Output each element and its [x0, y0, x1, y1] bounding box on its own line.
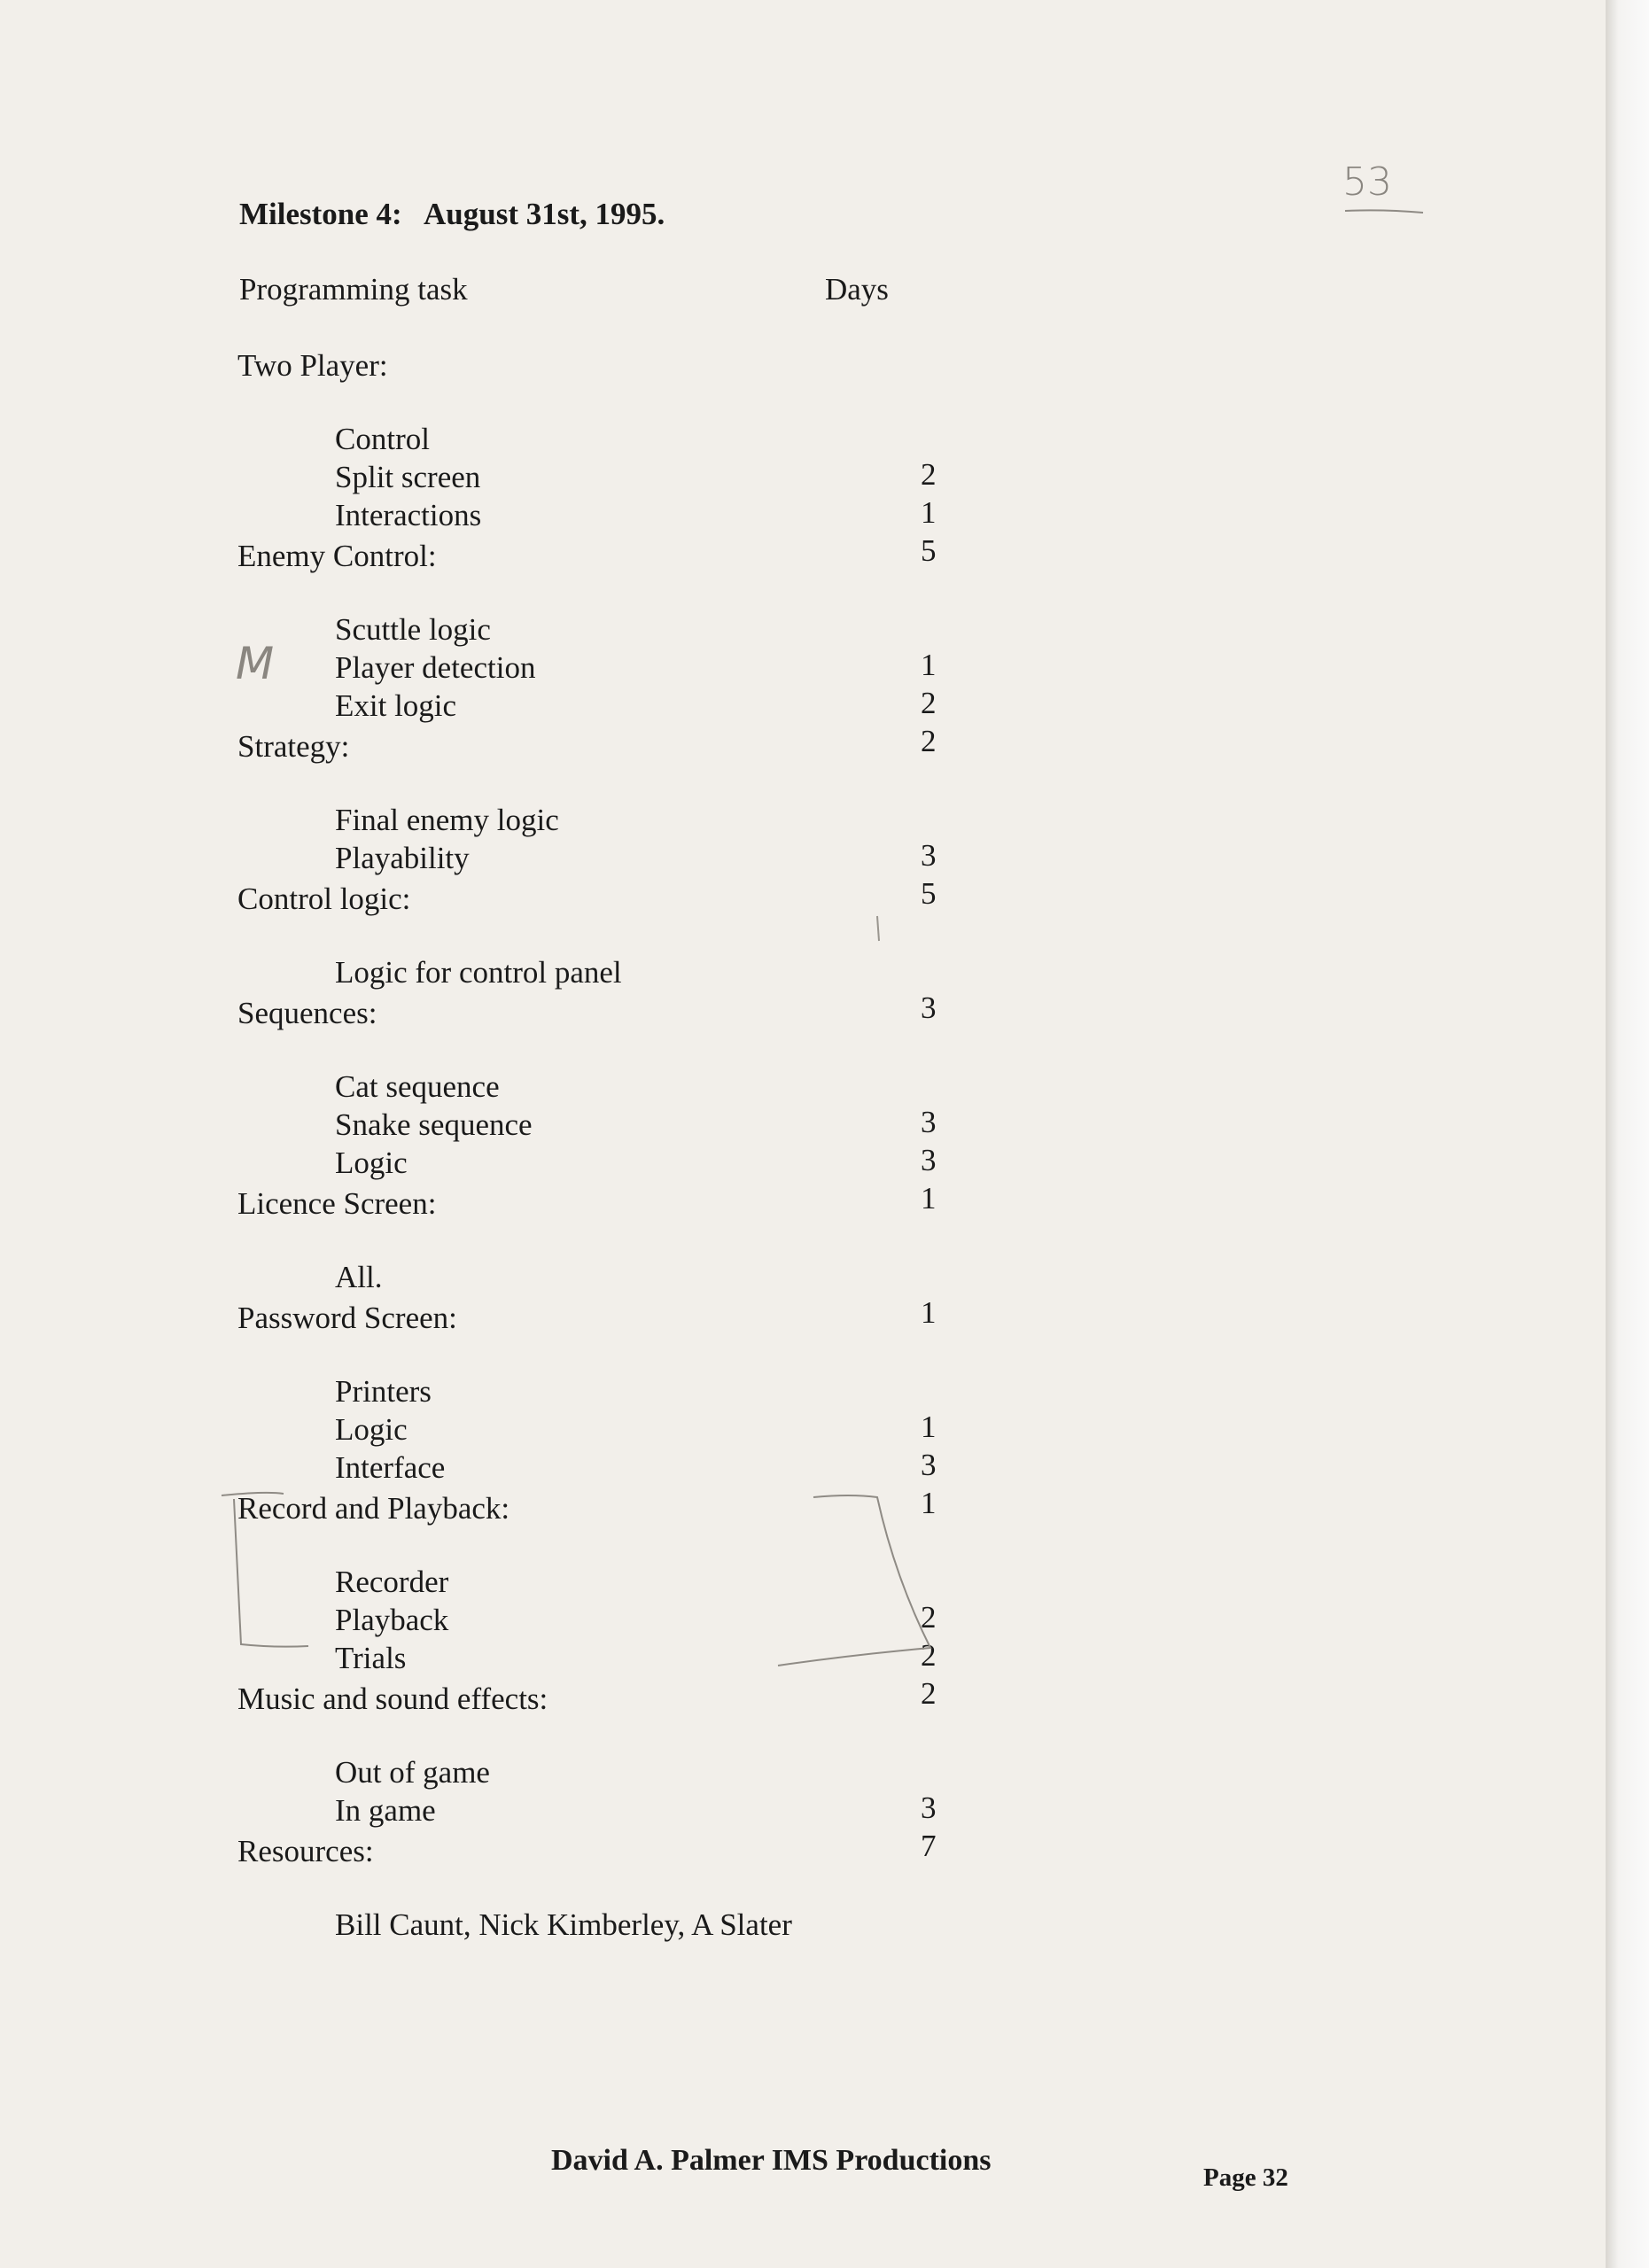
- task-days: 1: [921, 495, 937, 530]
- page-edge-shadow: [1606, 0, 1649, 2268]
- task-name: Player detection: [335, 650, 536, 685]
- task-name: Logic: [335, 1412, 408, 1447]
- task-name: Printers: [335, 1374, 432, 1409]
- task-days: 1: [921, 648, 937, 682]
- milestone-title: Milestone 4: August 31st, 1995.: [239, 197, 665, 231]
- task-name: Interface: [335, 1450, 446, 1485]
- page-number: Page 32: [1203, 2163, 1288, 2192]
- task-days: 3: [921, 838, 937, 873]
- header-programming-task: Programming task: [239, 272, 468, 307]
- pencil-bracket-right: [778, 1495, 930, 1666]
- footer-author: David A. Palmer IMS Productions: [551, 2144, 992, 2177]
- resources-value: Bill Caunt, Nick Kimberley, A Slater: [335, 1907, 792, 1942]
- task-name: Cat sequence: [335, 1069, 500, 1104]
- task-days: 2: [921, 457, 937, 492]
- task-name: All.: [335, 1260, 383, 1294]
- handwritten-underline: [1345, 210, 1423, 213]
- task-days: 1: [921, 1181, 937, 1216]
- pencil-tick-mark: [877, 916, 879, 941]
- task-days: 2: [921, 724, 937, 758]
- task-name: Scuttle logic: [335, 612, 491, 647]
- task-days: 3: [921, 990, 937, 1025]
- section-heading: Password Screen:: [237, 1301, 457, 1335]
- task-days: 2: [921, 1600, 937, 1635]
- task-days: 1: [921, 1410, 937, 1444]
- task-name: Playback: [335, 1603, 449, 1637]
- handwritten-page-number: 53: [1342, 159, 1392, 205]
- task-days: 7: [921, 1829, 937, 1863]
- task-days: 5: [921, 533, 937, 568]
- task-name: Split screen: [335, 460, 481, 494]
- task-days: 5: [921, 876, 937, 911]
- task-name: Control: [335, 422, 430, 456]
- pencil-bracket-left: [222, 1493, 308, 1647]
- section-heading: Enemy Control:: [237, 539, 437, 573]
- section-heading: Licence Screen:: [237, 1186, 437, 1221]
- section-heading: Music and sound effects:: [237, 1682, 548, 1716]
- task-name: Playability: [335, 841, 470, 875]
- task-name: Recorder: [335, 1565, 449, 1599]
- task-name: Logic: [335, 1146, 408, 1180]
- section-heading: Two Player:: [237, 348, 388, 383]
- task-name: In game: [335, 1793, 436, 1828]
- task-days: 3: [921, 1143, 937, 1177]
- task-days: 3: [921, 1790, 937, 1825]
- task-days: 2: [921, 1638, 937, 1673]
- task-name: Exit logic: [335, 688, 457, 723]
- handwritten-mark: M: [236, 638, 275, 689]
- task-name: Snake sequence: [335, 1107, 533, 1142]
- task-days: 2: [921, 686, 937, 720]
- task-days: 2: [921, 1676, 937, 1711]
- section-heading: Strategy:: [237, 729, 350, 764]
- task-name: Trials: [335, 1641, 407, 1675]
- task-days: 3: [921, 1448, 937, 1482]
- section-heading: Control logic:: [237, 882, 411, 916]
- task-name: Out of game: [335, 1755, 490, 1790]
- header-days: Days: [825, 272, 889, 307]
- section-heading: Record and Playback:: [237, 1491, 510, 1526]
- task-days: 1: [921, 1295, 937, 1330]
- task-days: 3: [921, 1105, 937, 1139]
- resources-label: Resources:: [237, 1834, 374, 1868]
- task-days: 1: [921, 1486, 937, 1520]
- task-name: Final enemy logic: [335, 803, 559, 837]
- task-name: Interactions: [335, 498, 482, 532]
- task-name: Logic for control panel: [335, 955, 622, 990]
- section-heading: Sequences:: [237, 996, 377, 1030]
